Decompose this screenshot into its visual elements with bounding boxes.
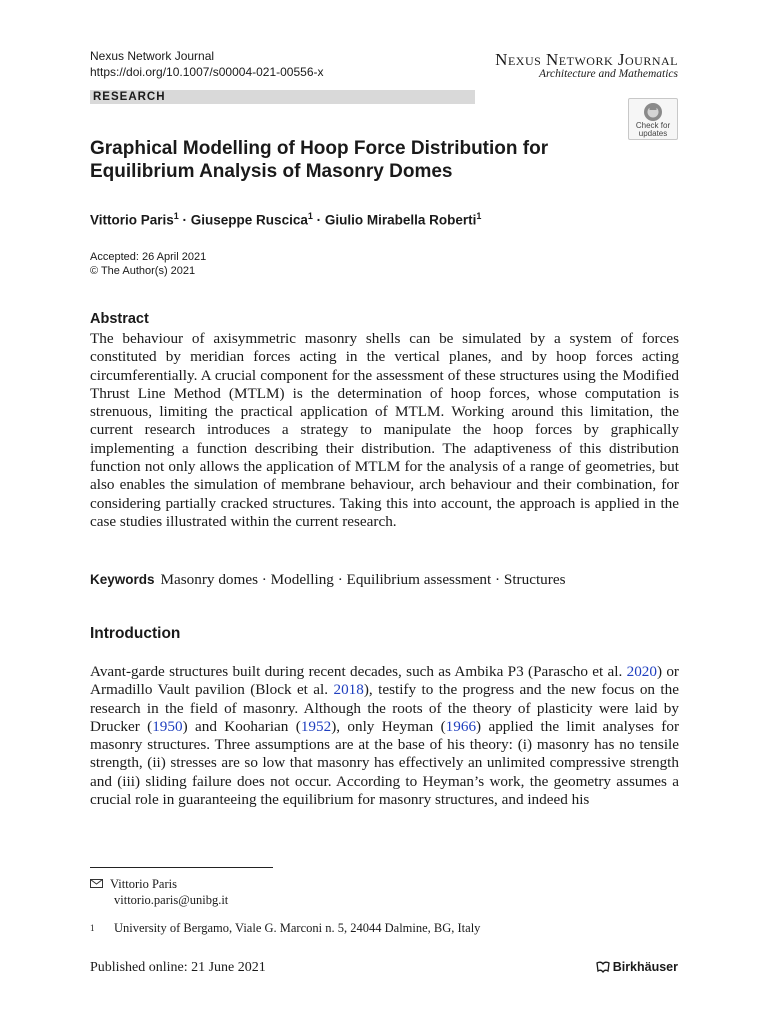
check-for-updates-badge[interactable]: [628, 98, 678, 140]
text-run: Avant-garde structures built during recent decades, such as Ambika P3 (Parascho et al.: [90, 663, 627, 680]
abstract-text: The behaviour of axisymmetric masonry shells can be simulated by a system of forces constituted by meridian forces acting in the vertical planes, and by hoop forces acting circumferentially. A crucial component for the assessment of these structures using the Modified Thrust Line Method (MTLM) is the determination of hoop forces, whose computation is strenuous, limiting the practical application of MTLM. Working around this limitation, the current research introduces a strategy to manipulate the hoop forces by graphically implementing a function describing their distribution. The adaptiveness of this distribution function not only allows the application of MTLM for the analysis of a range of geometries, but also enables the simulation of membrane behaviour, arch behaviour and their combination, for considering partially cracked structures. Taking this into account, the approach is applied in the case studies illustrated within the current research.: [90, 330, 679, 530]
text-run: ) applied the limit analyses for masonry structures. Three assumptions are at the base of his theory: (i) masonry has no tensile strength, (ii) stresses are so low that masonry has effectively an unlimited compressive strength and (iii) sliding failure does not occur. According to Heyman’s work, the geometry assumes a crucial role in guaranteeing the equilibrium for masonry structures, and indeed his: [90, 717, 680, 809]
text-run: ), testify to the progress and the new focus on the research in the field of masonry. Although the roots of the theory of plasticity were laid by Drucker (: [90, 681, 679, 735]
doi-link[interactable]: https://doi.org/10.1007/s00004-021-00556-x: [90, 65, 324, 79]
copyright-line: © The Author(s) 2021: [90, 265, 196, 277]
author-separator: ·: [178, 212, 191, 228]
published-date: Published online: 21 June 2021: [90, 960, 266, 975]
author-affiliation-mark: 1: [476, 211, 482, 221]
section-label: RESEARCH: [90, 90, 475, 104]
running-header: [90, 48, 324, 80]
contact-email[interactable]: vittorio.paris@unibg.it: [114, 893, 229, 907]
check-for-label: Check for: [635, 121, 671, 130]
citation-link[interactable]: 1966: [445, 717, 477, 735]
check-for-updates-icon: [643, 102, 663, 122]
affiliation-footnote: [90, 920, 480, 936]
keywords-heading: Keywords: [90, 572, 155, 587]
text-run: ) and Kooharian (: [182, 717, 301, 735]
citation-link[interactable]: 2020: [626, 663, 657, 680]
citation-link[interactable]: 1950: [152, 717, 183, 735]
author-affiliation-mark: 1: [173, 211, 179, 221]
text-run: ), only Heyman (: [331, 717, 446, 735]
journal-logo-subtitle: Architecture and Mathematics: [538, 68, 678, 80]
publisher-icon: [596, 961, 610, 973]
keywords: [90, 571, 565, 589]
author-name[interactable]: Vittorio Paris: [90, 212, 174, 228]
envelope-icon: [90, 876, 110, 892]
article-dates: [90, 250, 206, 278]
introduction-heading: Introduction: [90, 625, 181, 642]
citation-link[interactable]: 2018: [333, 681, 364, 699]
author-list: [90, 207, 481, 230]
affiliation-text: University of Bergamo, Viale G. Marconi n. 5, 24044 Dalmine, BG, Italy: [114, 921, 481, 935]
author-name[interactable]: Giuseppe Ruscica: [190, 212, 308, 228]
footnote-divider: [90, 867, 273, 868]
citation-link[interactable]: 1952: [300, 717, 332, 735]
journal-logo: [495, 50, 678, 80]
publisher-name: Birkhäuser: [612, 960, 678, 974]
updates-label: updates: [638, 129, 668, 138]
paper-title: Graphical Modelling of Hoop Force Distribution for Equilibrium Analysis of Masonry Domes: [90, 138, 549, 182]
corresponding-author: [90, 876, 228, 908]
accepted-date: Accepted: 26 April 2021: [90, 251, 207, 263]
introduction-paragraph: [90, 663, 679, 809]
affiliation-mark: 1: [90, 923, 95, 933]
publisher-logo: [596, 960, 678, 974]
text-run: ) or Armadillo Vault pavilion (Block et al.: [90, 663, 679, 699]
author-name[interactable]: Giulio Mirabella Roberti: [324, 212, 477, 228]
contact-name: Vittorio Paris: [110, 877, 177, 891]
keywords-list: Masonry domes · Modelling · Equilibrium assessment · Structures: [160, 571, 566, 588]
journal-name-line: Nexus Network Journal: [90, 49, 215, 63]
author-separator: ·: [312, 212, 325, 228]
journal-logo-title: Nexus Network Journal: [495, 50, 678, 69]
author-affiliation-mark: 1: [307, 211, 313, 221]
abstract-heading: Abstract: [90, 311, 149, 327]
